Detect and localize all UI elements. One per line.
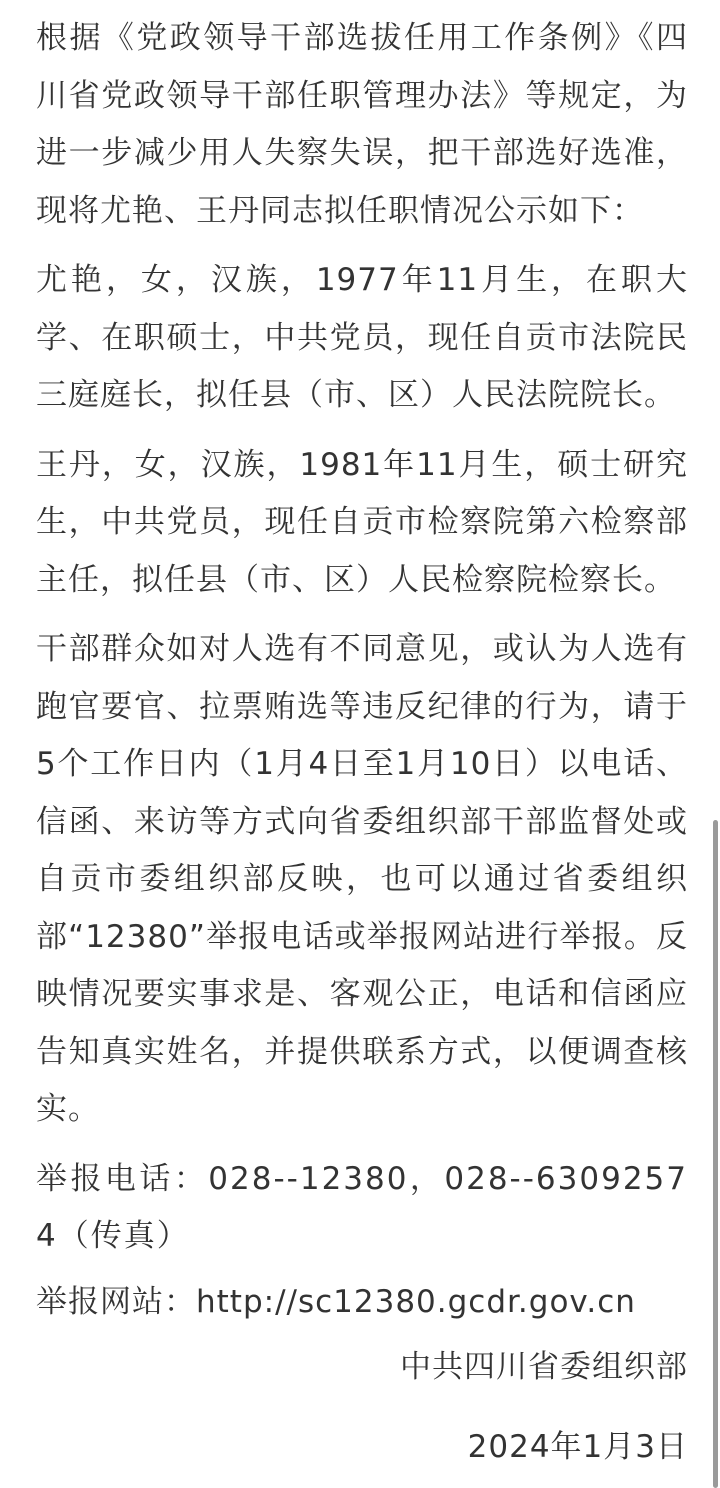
signature-date: 2024年1月3日: [467, 1428, 688, 1465]
report-phone-paragraph: 举报电话：028--12380，028--63092574（传真）: [36, 1160, 688, 1254]
scrollbar[interactable]: [713, 820, 718, 1488]
candidate-wangdan-paragraph: 王丹，女，汉族，1981年11月生，硕士研究生，中共党员，现任自贡市检察院第六检察部主任，拟任县（市、区）人民检察院检察长。: [36, 446, 688, 598]
signature-organization: 中共四川省委组织部: [400, 1349, 688, 1385]
feedback-instructions-paragraph: 干部群众如对人选有不同意见，或认为人选有跑官要官、拉票贿选等违反纪律的行为，请于5个工作日内（1月4日至1月10日）以电话、信函、来访等方式向省委组织部干部监督处或自贡市委组织部反映，也可以通过省委组织部“12380”举报电话或举报网站进行举报。反映情况要实事求是、客观公正，电话和信函应告知真实姓名，并提供联系方式，以便调查核实。: [36, 631, 688, 1127]
announcement-article: [36, 10, 688, 1476]
intro-paragraph: 根据《党政领导干部选拔任用工作条例》《四川省党政领导干部任职管理办法》等规定，为进一步减少用人失察失误，把干部选好选准，现将尤艳、王丹同志拟任职情况公示如下：: [36, 20, 688, 229]
report-website-paragraph: 举报网站：http://sc12380.gcdr.gov.cn: [36, 1283, 636, 1320]
candidate-youyan-paragraph: 尤艳，女，汉族，1977年11月生，在职大学、在职硕士，中共党员，现任自贡市法院民三庭庭长，拟任县（市、区）人民法院院长。: [36, 262, 688, 413]
